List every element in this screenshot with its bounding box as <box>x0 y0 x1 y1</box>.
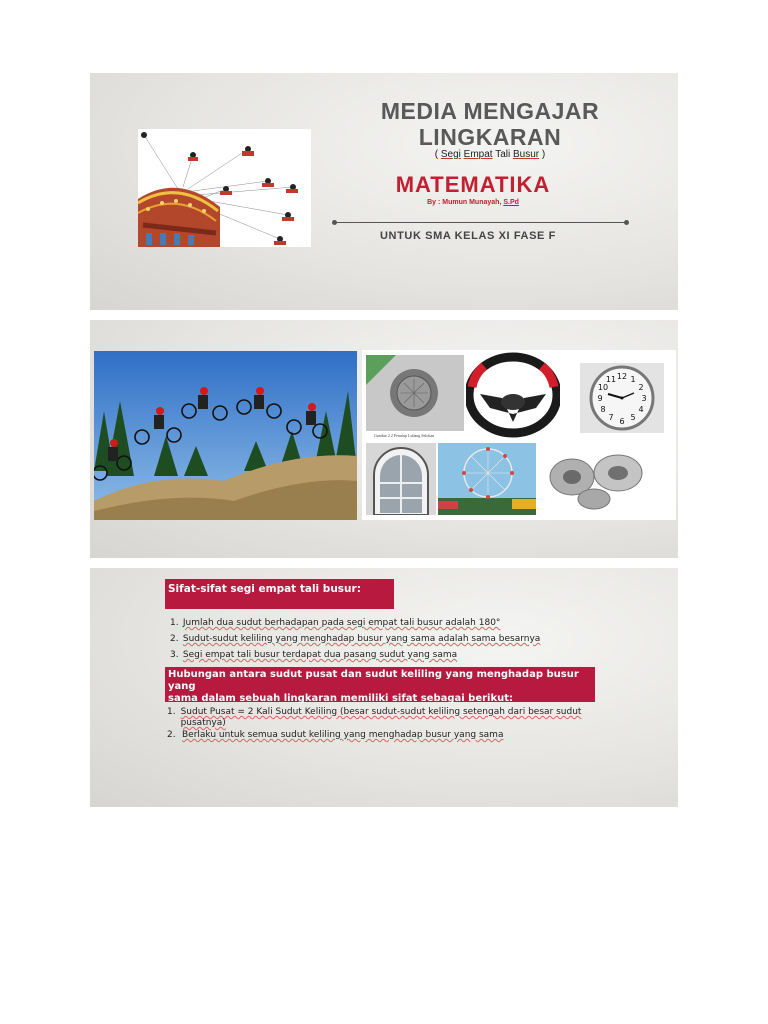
clock-numeral: 1 <box>630 375 636 384</box>
divider-line <box>334 222 626 223</box>
ferris-wheel-photo <box>438 443 536 515</box>
clock-numeral: 2 <box>638 383 644 392</box>
bevel-gears-photo <box>538 445 646 515</box>
clock-numeral: 6 <box>619 417 625 426</box>
clock-numeral: 12 <box>616 372 628 381</box>
wall-clock-photo <box>580 363 664 433</box>
title-line-1: MEDIA MENGAJAR <box>380 98 600 124</box>
clock-numeral: 11 <box>605 375 617 384</box>
relation-list <box>167 707 587 742</box>
steering-wheel-photo <box>466 352 560 438</box>
subject-heading: MATEMATIKA <box>395 172 551 197</box>
clock-numeral: 10 <box>597 383 609 392</box>
clock-numeral: 5 <box>630 413 636 422</box>
audience-text: UNTUK SMA KELAS XI FASE F <box>380 230 556 242</box>
clock-numeral: 8 <box>600 405 606 414</box>
bmx-riders-photo <box>94 351 357 520</box>
clock-numeral: 7 <box>608 413 614 422</box>
properties-list <box>170 615 630 663</box>
properties-heading: Sifat-sifat segi empat tali busur: <box>165 579 394 609</box>
title-line-2: LINGKARAN <box>418 124 562 150</box>
clock-numeral: 9 <box>597 394 603 403</box>
subtitle: ( Segi Empat Tali Busur ) <box>434 149 546 160</box>
manhole-cover-photo <box>366 355 464 431</box>
circular-objects-collage <box>362 350 676 520</box>
list-item: 1. Jumlah dua sudut berhadapan pada segi empat tali busur adalah 180° <box>170 618 501 628</box>
manhole-caption: Gambar 2.2 Penutup Lubang Selokan <box>374 433 435 438</box>
list-item: 2. Sudut-sudut keliling yang menghadap busur yang sama adalah sama besarnya <box>170 634 541 644</box>
list-item: 2. Berlaku untuk semua sudut keliling yang menghadap busur yang sama <box>167 730 504 740</box>
list-item: 3. Segi empat tali busur terdapat dua pasang sudut yang sama <box>170 650 458 660</box>
list-item: 1. Sudut Pusat = 2 Kali Sudut Keliling (besar sudut-sudut keliling setengah dari besar sudut pusatnya) <box>167 707 582 728</box>
arched-window-photo <box>366 443 436 515</box>
relation-heading: Hubungan antara sudut pusat dan sudut keliling yang menghadap busur yang sama dalam sebuah lingkaran memiliki sifat sebagai berikut: <box>165 667 595 702</box>
properties-slide <box>90 568 678 807</box>
examples-slide <box>90 320 678 558</box>
divider-dot-left <box>332 220 337 225</box>
swing-ride-photo <box>138 129 311 247</box>
title-slide <box>90 73 678 310</box>
clock-numeral: 4 <box>638 405 644 414</box>
divider-dot-right <box>624 220 629 225</box>
byline: By : Mumun Munayah, S.Pd <box>427 199 519 206</box>
clock-numeral: 3 <box>641 394 647 403</box>
